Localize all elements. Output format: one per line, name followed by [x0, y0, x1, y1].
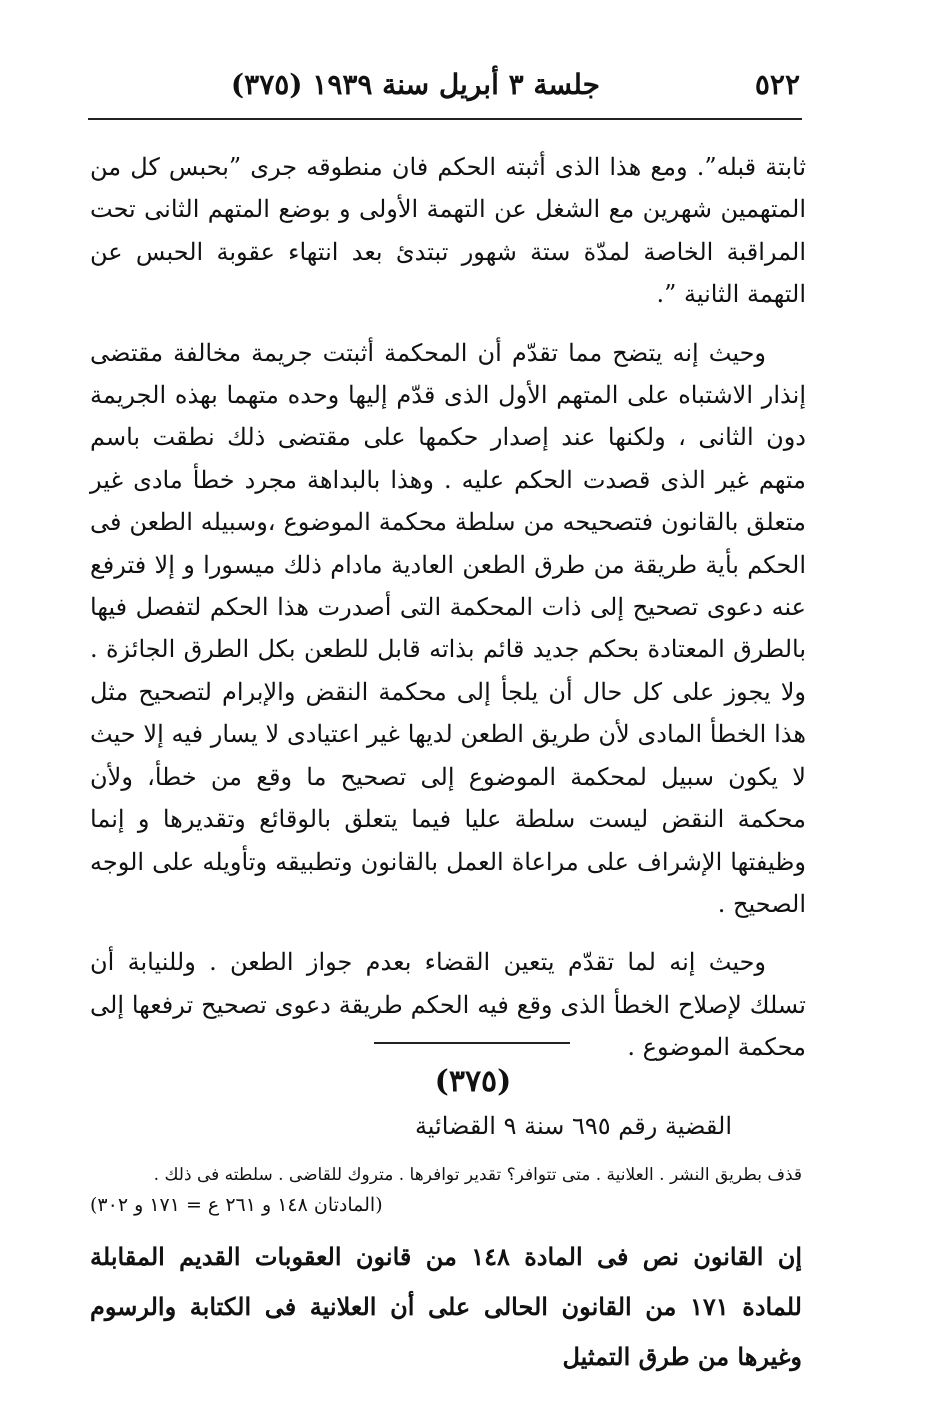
paragraph-2: وحيث إنه يتضح مما تقدّم أن المحكمة أثبتت جريمة مخالفة مقتضى إنذار الاشتباه على المتهم الأول الذى قدّم إليها وحده متهما بهذه الجريمة دون الثانى ، ولكنها عند إصدار حكمها على مقتضى ذلك نطقت باسم متهم غير الذى قصدت الحكم عليه . وهذا بالبداهة مجرد خطأ مادى غير متعلق بالقانون فتصحيحه من سلطة محكمة الموضوع ،وسبيله الطعن فى الحكم بأية طريقة من طرق الطعن العادية مادام ذلك ميسورا و إلا فترفع عنه دعوى تصحيح إلى ذات المحكمة التى أصدرت هذا الحكم لتفصل فيها بالطرق المعتادة بحكم جديد قائم بذاته قابل للطعن بكل الطرق الجائزة . ولا يجوز على كل حال أن يلجأ إلى محكمة النقض والإبرام لتصحيح مثل هذا الخطأ المادى لأن طريق الطعن لديها غير اعتيادى لا يسار فيه إلا حيث لا يكون سبيل لمحكمة الموضوع إلى تصحيح ما وقع من خطأ، ولأن محكمة النقض ليست سلطة عليا فيما يتعلق بالوقائع وتقديرها و إنما وظيفتها الإشراف على مراعاة العمل بالقانون وتطبيقه وتأويله على الوجه الصحيح .: [90, 338, 807, 918]
page-number: ٥٢٢: [754, 68, 800, 101]
case-keywords-block: [90, 1160, 802, 1220]
paragraph-1: ثابتة قبله”. ومع هذا الذى أثبته الحكم فان منطوقه جرى ”بحبس كل من المتهمين شهرين مع الشغل عن التهمة الأولى و بوضع المتهم الثانى تحت المراقبة الخاصة لمدّة ستة شهور تبتدئ بعد انتهاء عقوبة الحبس عن التهمة الثانية ”.: [90, 153, 806, 309]
section-divider: [374, 1042, 570, 1044]
paragraph-3: وحيث إنه لما تقدّم يتعين القضاء بعدم جواز الطعن . وللنيابة أن تسلك لإصلاح الخطأ الذى وقع فيه الحكم طريقة دعوى تصحيح ترفعها إلى محكمة الموضوع .: [90, 948, 806, 1062]
case-summary: إن القانون نص فى المادة ١٤٨ من قانون العقوبات القديم المقابلة للمادة ١٧١ من القانون الحالى على أن العلانية فى الكتابة والرسوم وغيرها من طرق التمثيل: [90, 1242, 802, 1371]
case-articles: (المادتان ١٤٨ و ٢٦١ ع = ١٧١ و ٣٠٢): [90, 1194, 383, 1216]
case-keywords: قذف بطريق النشر . العلانية . متى تتوافر؟ تقدير توافرها . متروك للقاضى . سلطته فى ذلك .: [153, 1165, 802, 1185]
page-header: [88, 66, 800, 116]
case-number: (٣٧٥): [434, 1064, 512, 1099]
session-title: جلسة ٣ أبريل سنة ١٩٣٩ (٣٧٥): [230, 68, 600, 101]
case-reference: القضية رقم ٦٩٥ سنة ٩ القضائية: [414, 1112, 732, 1140]
header-rule: [88, 118, 802, 120]
judgment-text: [90, 146, 806, 1069]
